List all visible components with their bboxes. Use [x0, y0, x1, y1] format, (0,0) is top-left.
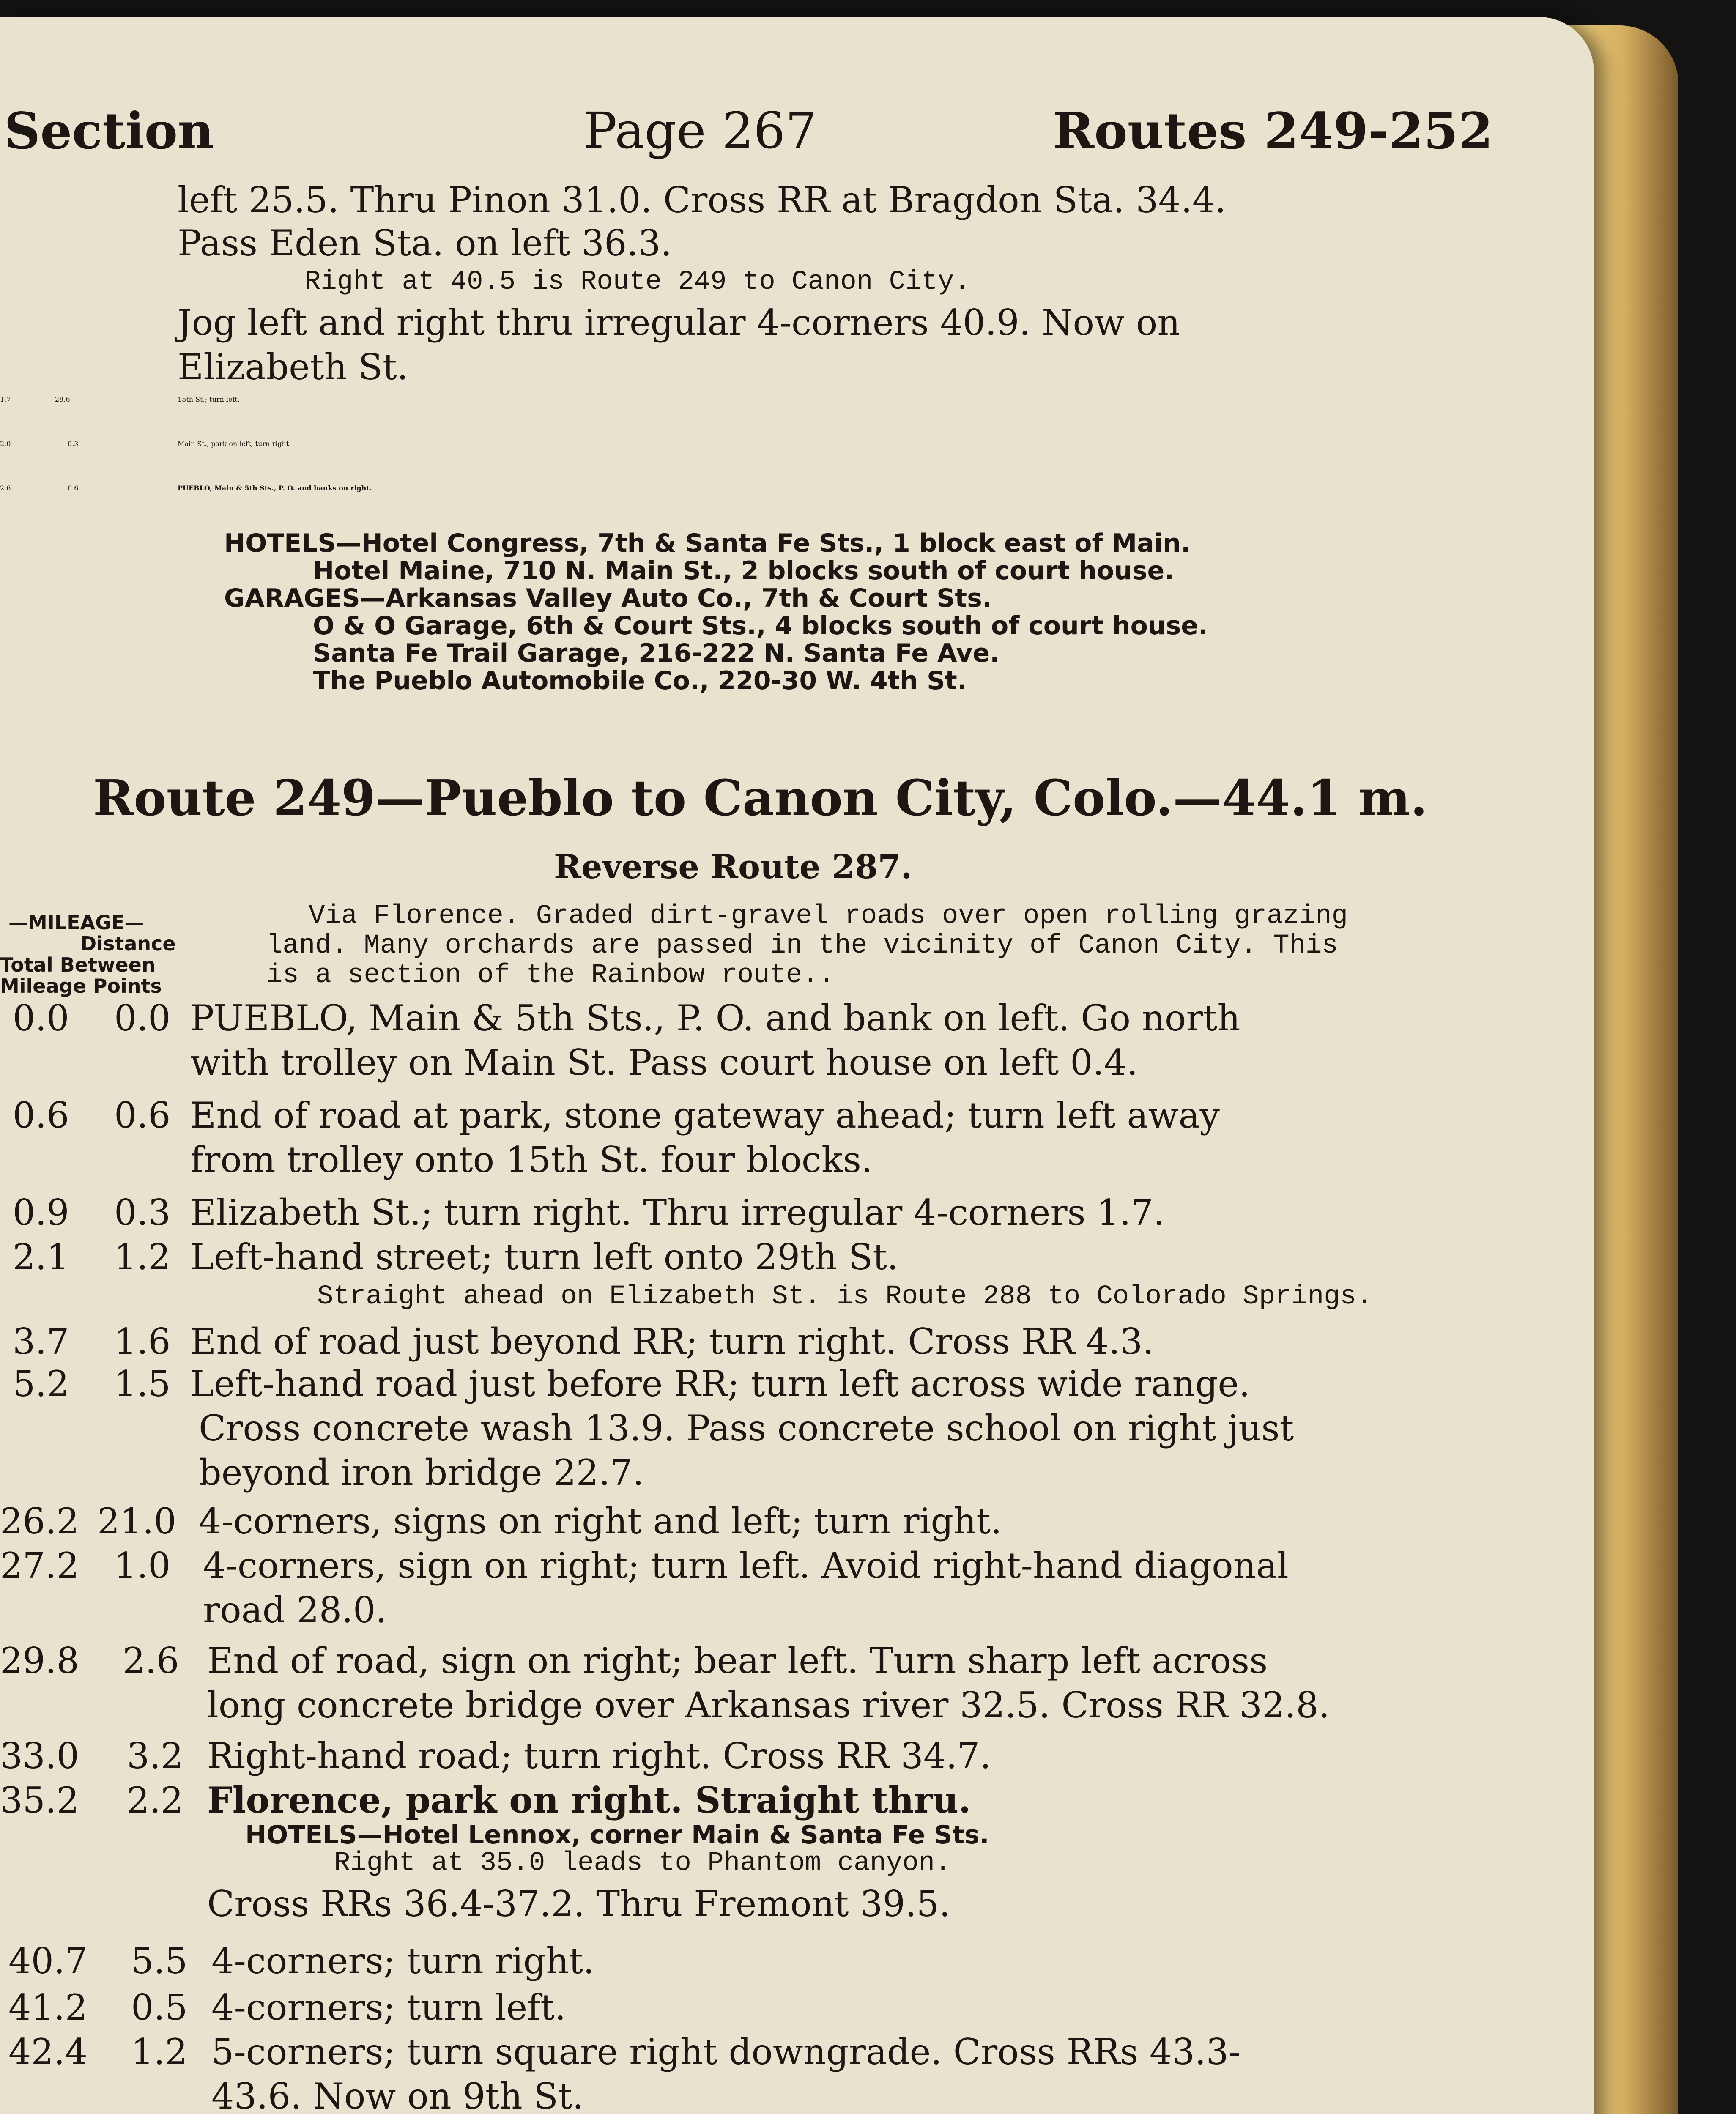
mileage-row	[0, 1939, 1522, 1983]
route-note: Straight ahead on Elizabeth St. is Route 288 to Colorado Springs.	[317, 1282, 1373, 1312]
header-routes: Routes 249-252	[1053, 101, 1493, 160]
garages-line: Santa Fe Trail Garage, 216-222 N. Santa Fe Ave.	[313, 638, 999, 668]
total-mileage: 2.6	[0, 484, 11, 492]
header-section: Section	[4, 101, 214, 160]
route-note: Right at 40.5 is Route 249 to Canon City.	[304, 267, 970, 297]
between-mileage: 0.5	[131, 1987, 188, 2028]
mileage-row	[0, 1319, 1522, 1364]
total-mileage: 0.0	[13, 997, 69, 1039]
mileage-row	[0, 1361, 1522, 1406]
direction-text: 4-corners, sign on right; turn left. Avoid right-hand diagonal	[203, 1545, 1289, 1586]
direction-text: End of road at park, stone gateway ahead; turn left away	[190, 1095, 1220, 1136]
continuation-line: left 25.5. Thru Pinon 31.0. Cross RR at Bragdon Sta. 34.4.	[178, 179, 1226, 221]
mileage-row	[0, 484, 1522, 529]
mileage-row	[0, 1543, 1522, 1588]
total-mileage: 42.4	[8, 2031, 88, 2073]
continuation-line: Pass Eden Sta. on left 36.3.	[178, 222, 672, 264]
garages-line: O & O Garage, 6th & Court Sts., 4 blocks south of court house.	[313, 611, 1208, 641]
hotels-line: HOTELS—Hotel Congress, 7th & Santa Fe Sts., 1 block east of Main.	[224, 528, 1191, 558]
direction-text: 4-corners; turn left.	[211, 1987, 566, 2028]
direction-text: End of road just beyond RR; turn right. Cross RR 4.3.	[190, 1321, 1154, 1362]
mileage-row	[0, 395, 1522, 440]
direction-text: Left-hand road just before RR; turn left across wide range.	[190, 1363, 1250, 1405]
mileage-row	[0, 1778, 1522, 1823]
direction-text: Cross concrete wash 13.9. Pass concrete school on right just	[199, 1408, 1294, 1449]
between-mileage: 2.2	[127, 1780, 183, 1821]
hotels-line: Hotel Maine, 710 N. Main St., 2 blocks south of court house.	[313, 556, 1174, 586]
total-mileage: 5.2	[13, 1363, 69, 1405]
direction-text: Elizabeth St.; turn right. Thru irregular 4-corners 1.7.	[190, 1192, 1165, 1233]
total-mileage: 40.7	[8, 1940, 88, 1982]
mileage-row	[0, 1985, 1522, 2030]
between-mileage: 1.0	[114, 1545, 171, 1586]
between-mileage: 1.2	[131, 2031, 188, 2073]
between-mileage: 5.5	[131, 1940, 188, 1982]
mileage-label: —MILEAGE—	[8, 911, 144, 934]
total-mileage: 2.1	[13, 1236, 69, 1278]
between-mileage: 21.0	[97, 1501, 177, 1542]
total-mileage: 41.2	[8, 1987, 88, 2028]
garages-line: The Pueblo Automobile Co., 220-30 W. 4th St.	[313, 666, 967, 696]
between-mileage: 1.2	[114, 1236, 171, 1278]
mileage-row	[0, 1499, 1522, 1544]
mileage-row	[0, 996, 1522, 1041]
between-mileage: 2.6	[123, 1640, 179, 1681]
between-mileage: 3.2	[127, 1735, 183, 1777]
direction-text: with trolley on Main St. Pass court house on left 0.4.	[190, 1042, 1138, 1083]
direction-text: PUEBLO, Main & 5th Sts., P. O. and banks on right.	[178, 484, 372, 492]
route-249-title: Route 249—Pueblo to Canon City, Colo.—44.1 m.	[93, 769, 1428, 827]
header-page-number: Page 267	[583, 101, 817, 160]
direction-text: long concrete bridge over Arkansas river 32.5. Cross RR 32.8.	[207, 1684, 1330, 1726]
book-page	[0, 17, 1594, 2114]
continuation-line: Elizabeth St.	[178, 346, 408, 388]
direction-text: 43.6. Now on 9th St.	[211, 2076, 584, 2114]
garages-line: GARAGES—Arkansas Valley Auto Co., 7th & Court Sts.	[224, 583, 992, 613]
direction-text: from trolley onto 15th St. four blocks.	[190, 1139, 873, 1180]
between-mileage: 0.3	[68, 440, 79, 448]
direction-text: road 28.0.	[203, 1589, 387, 1631]
between-mileage: 0.6	[114, 1095, 171, 1136]
hotels-line: HOTELS—Hotel Lennox, corner Main & Santa Fe Sts.	[245, 1820, 989, 1850]
mileage-row	[0, 1093, 1522, 1138]
direction-text: Cross RRs 36.4-37.2. Thru Fremont 39.5.	[207, 1883, 950, 1925]
total-mileage: 26.2	[0, 1501, 79, 1542]
continuation-line: Jog left and right thru irregular 4-corners 40.9. Now on	[178, 302, 1180, 343]
total-mileage: 27.2	[0, 1545, 79, 1586]
total-mileage: 0.6	[13, 1095, 69, 1136]
direction-text: beyond iron bridge 22.7.	[199, 1452, 644, 1493]
direction-text: 4-corners; turn right.	[211, 1940, 594, 1982]
mileage-row	[0, 440, 1522, 485]
between-mileage: 28.6	[55, 395, 70, 403]
direction-text: Main St., park on left; turn right.	[178, 440, 291, 448]
mileage-label: Total Between	[0, 953, 156, 976]
mileage-row	[0, 2029, 1522, 2074]
direction-text: Florence, park on right. Straight thru.	[207, 1779, 971, 1821]
direction-text: Right-hand road; turn right. Cross RR 34.7.	[207, 1735, 991, 1777]
direction-text: Left-hand street; turn left onto 29th St.	[190, 1236, 898, 1278]
between-mileage: 0.3	[114, 1192, 171, 1233]
between-mileage: 0.0	[114, 997, 171, 1039]
mileage-row	[0, 1733, 1522, 1778]
direction-text: PUEBLO, Main & 5th Sts., P. O. and bank on left. Go north	[190, 997, 1240, 1039]
between-mileage: 0.6	[68, 484, 79, 492]
route-intro: is a section of the Rainbow route..	[266, 960, 835, 991]
total-mileage: 35.2	[0, 1780, 79, 1821]
mileage-label: Distance	[80, 932, 176, 955]
direction-text: 4-corners, signs on right and left; turn right.	[199, 1501, 1002, 1542]
direction-text: 15th St.; turn left.	[178, 395, 240, 403]
total-mileage: 29.8	[0, 1640, 79, 1681]
total-mileage: 0.9	[13, 1192, 69, 1233]
total-mileage: 33.0	[0, 1735, 79, 1777]
route-note: Right at 35.0 leads to Phantom canyon.	[334, 1848, 951, 1879]
direction-text: End of road, sign on right; bear left. Turn sharp left across	[207, 1640, 1268, 1681]
between-mileage: 1.5	[114, 1363, 171, 1405]
route-intro: Via Florence. Graded dirt-gravel roads over open rolling grazing	[309, 901, 1348, 931]
route-intro: land. Many orchards are passed in the vicinity of Canon City. This	[266, 931, 1338, 961]
mileage-row	[0, 1235, 1522, 1279]
total-mileage: 2.0	[0, 440, 11, 448]
route-249-reverse: Reverse Route 287.	[554, 848, 912, 886]
total-mileage: 3.7	[13, 1321, 69, 1362]
mileage-label: Mileage Points	[0, 975, 162, 997]
direction-text: 5-corners; turn square right downgrade. Cross RRs 43.3-	[211, 2031, 1241, 2073]
between-mileage: 1.6	[114, 1321, 171, 1362]
mileage-row	[0, 1190, 1522, 1235]
mileage-row	[0, 1638, 1522, 1683]
total-mileage: 1.7	[0, 395, 11, 403]
